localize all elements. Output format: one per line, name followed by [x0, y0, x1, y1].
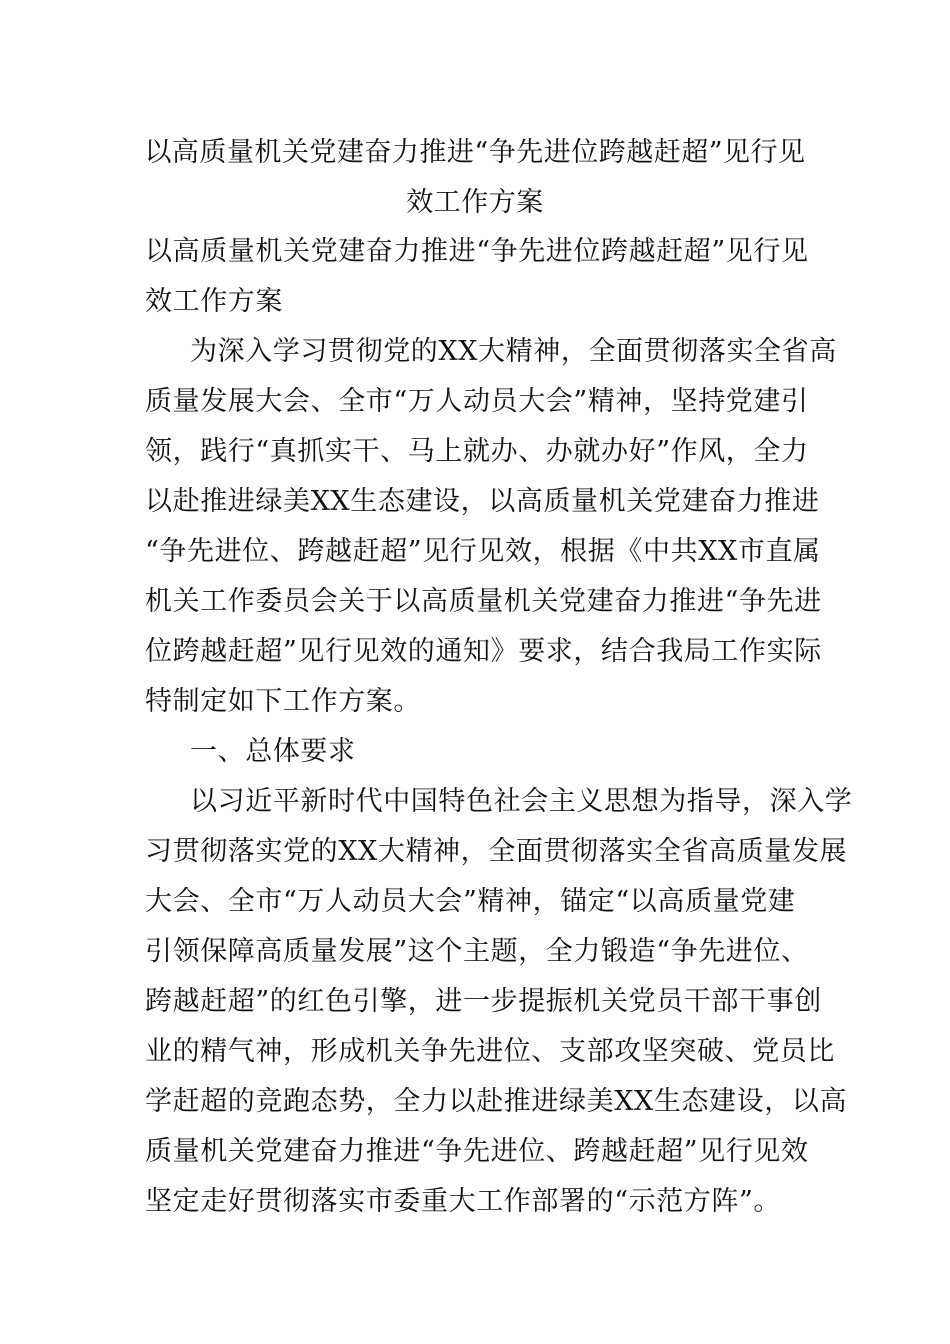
body-line: 以高质量机关党建奋力推进“争先进位跨越赶超”见行见: [145, 236, 809, 267]
body-line: “争先进位、跨越赶超”见行见效，根据《中共XX市直属: [145, 536, 821, 567]
body-line: 大会、全市“万人动员大会”精神，锚定“以高质量党建: [145, 886, 796, 917]
body-line: 效工作方案: [145, 286, 283, 317]
body-line: 特制定如下工作方案。: [145, 686, 421, 717]
document-title-line-2: 效工作方案: [406, 187, 544, 218]
body-line: 引领保障高质量发展”这个主题，全力锻造“争先进位、: [145, 936, 809, 967]
body-line: 以赴推进绿美XX生态建设，以高质量机关党建奋力推进: [145, 486, 820, 517]
body-line: 领，践行“真抓实干、马上就办、办就办好”作风，全力: [145, 436, 809, 467]
document-title-line-1: 以高质量机关党建奋力推进“争先进位跨越赶超”见行见: [144, 137, 806, 168]
body-line: 跨越赶超”的红色引擎，进一步提振机关党员干部干事创: [145, 986, 822, 1017]
body-line: 机关工作委员会关于以高质量机关党建奋力推进“争先进: [145, 586, 822, 617]
body-line: 业的精气神，形成机关争先进位、支部攻坚突破、党员比: [145, 1036, 835, 1067]
body-line: 位跨越赶超”见行见效的通知》要求，结合我局工作实际: [145, 636, 822, 667]
body-line: 质量发展大会、全市“万人动员大会”精神，坚持党建引: [145, 386, 809, 417]
body-line: 为深入学习贯彻党的XX大精神，全面贯彻落实全省高: [190, 336, 837, 367]
body-line: 学赶超的竞跑态势，全力以赴推进绿美XX生态建设，以高: [145, 1086, 848, 1117]
body-line: 习贯彻落实党的XX大精神，全面贯彻落实全省高质量发展: [145, 836, 848, 867]
body-line: 坚定走好贯彻落实市委重大工作部署的“示范方阵”。: [145, 1186, 782, 1217]
section-heading: 一、总体要求: [190, 736, 356, 767]
body-line: 质量机关党建奋力推进“争先进位、跨越赶超”见行见效: [145, 1136, 809, 1167]
body-line: 以习近平新时代中国特色社会主义思想为指导，深入学: [190, 786, 853, 817]
